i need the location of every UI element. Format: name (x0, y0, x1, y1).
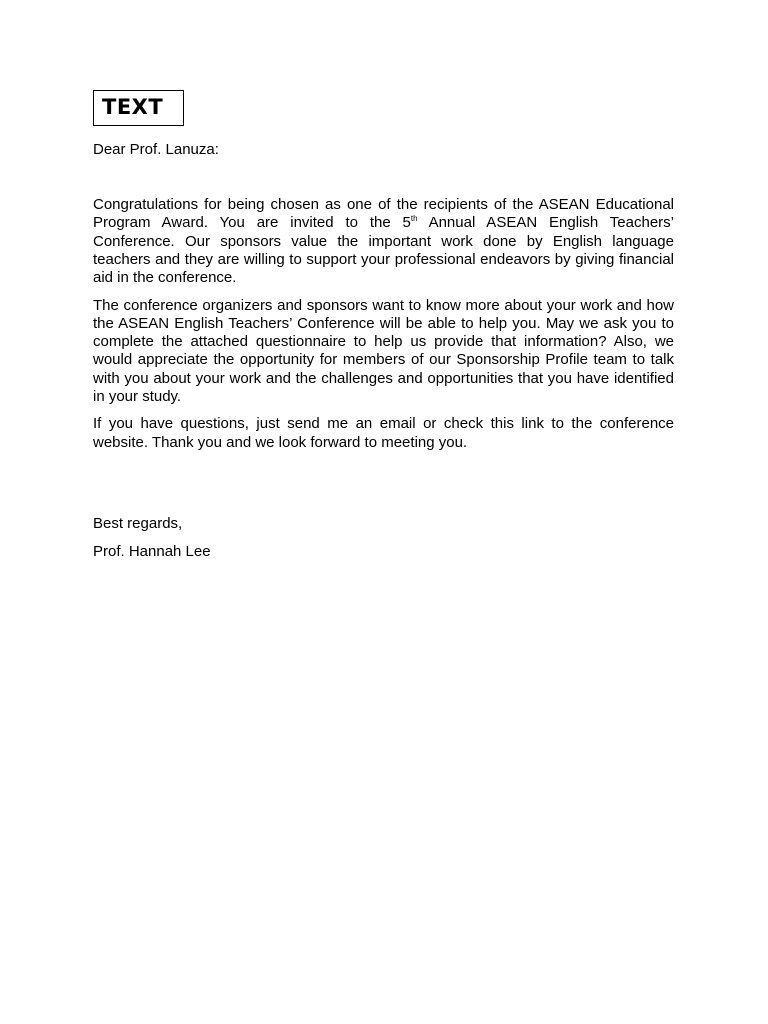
closing: Best regards, (93, 514, 183, 532)
paragraph-1-text-a: Congratulations for being chosen as one of the recipients of the ASEAN Educational Program Award. You are invited to the 5 (93, 196, 674, 232)
paragraph-2: The conference organizers and sponsors want to know more about your work and how the ASEAN English Teachers’ Conference will be able to help you. May we ask you to complete the attached questionnaire to help us provide that information? Also, we would appreciate the opportunity for members of our Sponsorship Profile team to talk with you about your work and the challenges and opportunities that you have identified in your study. (93, 296, 674, 405)
text-label-box: TEXT (93, 90, 184, 126)
salutation: Dear Prof. Lanuza: (93, 141, 219, 158)
ordinal-suffix: th (410, 214, 418, 224)
paragraph-1 (93, 196, 674, 287)
signature: Prof. Hannah Lee (93, 542, 211, 560)
paragraph-1-text-b: Annual ASEAN English Teachers’ Conference. Our sponsors value the important work done by English language teachers and they are willing to support your professional endeavors by giving financial aid in the conference. (93, 214, 674, 287)
paragraph-3: If you have questions, just send me an email or check this link to the conference website. Thank you and we look forward to meeting you. (93, 415, 674, 451)
letter-body (93, 141, 674, 561)
